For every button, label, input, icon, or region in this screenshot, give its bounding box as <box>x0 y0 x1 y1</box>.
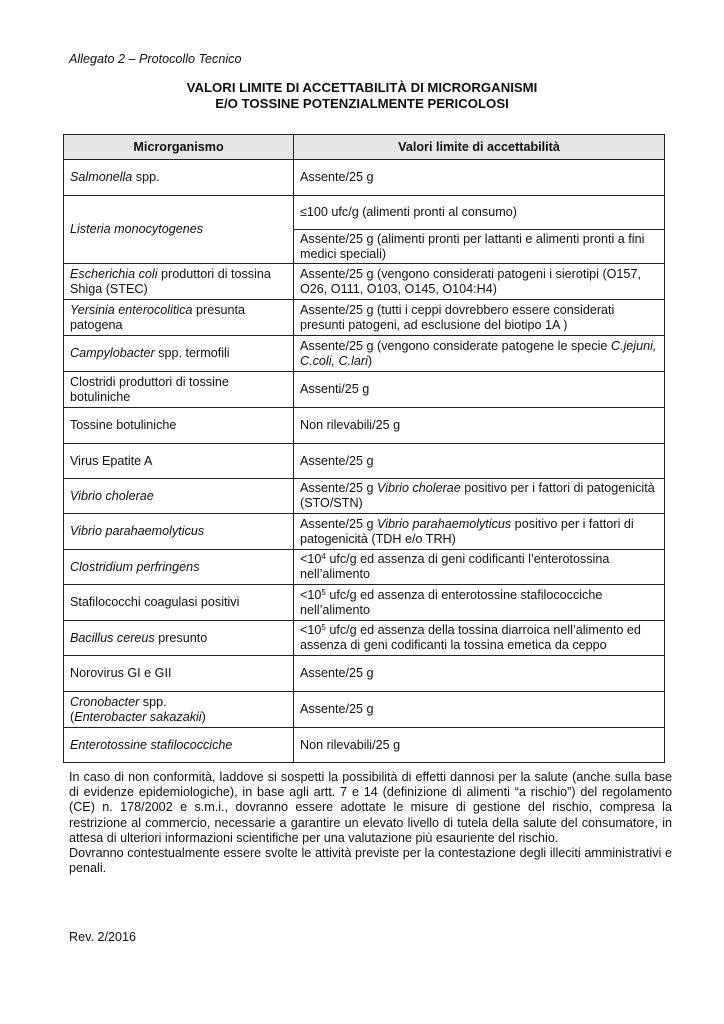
table-row <box>64 621 665 656</box>
microrganism-italic: Vibrio parahaemolyticus <box>70 524 205 538</box>
microrganism-text: spp. <box>132 170 160 184</box>
microrganism-cell <box>64 692 294 728</box>
microrganism-italic: Salmonella <box>70 170 133 184</box>
limit-text: Assente/25 g <box>300 516 378 531</box>
microrganism-text: presunto <box>154 630 208 645</box>
table-row <box>64 514 665 550</box>
limit-text: Assente/25 g <box>300 481 378 495</box>
microrganism-paren-close: ) <box>201 709 206 724</box>
paragraph-contestation: Dovranno contestualmente essere svolte le attività previste per la contestazione degli illeciti amministrativi e penali. <box>69 846 672 876</box>
table-row <box>64 692 665 728</box>
limit-cell: Assenti/25 g <box>294 372 665 408</box>
limit-cell: Assente/25 g (vengono considerati patogeni i sierotipi (O157, O26, O111, O103, O145, O104:H4) <box>294 264 665 300</box>
microrganism-paren-open: ( <box>70 709 75 724</box>
limit-cell: Assente/25 g <box>294 692 665 728</box>
microrganism-cell <box>64 196 294 264</box>
limit-cell: Assente/25 g <box>294 160 665 196</box>
limit-cell <box>294 479 665 514</box>
table-row <box>64 160 665 196</box>
limit-cell: Non rilevabili/25 g <box>294 408 665 444</box>
limit-cell <box>294 550 665 585</box>
table-row <box>64 656 665 692</box>
limit-text-end: ) <box>367 353 373 368</box>
microrganism-cell <box>64 514 294 550</box>
revision-label: Rev. 2/2016 <box>69 930 136 944</box>
microrganism-cell: Norovirus GI e GII <box>64 656 294 692</box>
microrganism-synonym: Enterobacter sakazakii <box>74 709 202 724</box>
table-row <box>64 264 665 300</box>
microrganism-cell <box>64 264 294 300</box>
microrganism-cell: Clostridi produttori di tossine botuliniche <box>64 372 294 408</box>
limit-text: Assente/25 g (vengono considerate patogene le specie <box>300 338 611 353</box>
limit-text-end: ufc/g ed assenza della tossina diarroica nell’alimento ed assenza di geni codificanti la tossina emetica da ceppo <box>300 623 641 652</box>
limit-cell: Assente/25 g <box>294 656 665 692</box>
limit-cell <box>294 336 665 372</box>
microrganism-text: spp. <box>139 694 167 709</box>
limit-cell <box>294 514 665 550</box>
microrganism-text: produttori di tossina Shiga (STEC) <box>70 266 271 296</box>
table-row <box>64 300 665 336</box>
microrganism-italic: Cronobacter <box>70 694 140 709</box>
table-row <box>64 479 665 514</box>
limit-exponent: 4 <box>321 552 326 561</box>
microrganism-cell <box>64 300 294 336</box>
limit-cell: Non rilevabili/25 g <box>294 728 665 763</box>
table-row <box>64 585 665 621</box>
limit-cell: Assente/25 g <box>294 444 665 479</box>
microrganism-cell <box>64 479 294 514</box>
microrganism-text: spp. termofili <box>154 346 230 360</box>
table-header-row <box>64 135 665 160</box>
microrganism-cell <box>64 621 294 656</box>
microrganism-italic: Escherichia coli <box>70 266 158 281</box>
limit-italic: C.jejuni, C.coli, C.lari <box>300 338 657 368</box>
microrganism-italic: Clostridium perfringens <box>70 559 200 574</box>
paragraph-nonconformity: In caso di non conformità, laddove si sospetti la possibilità di effetti dannosi per la salute (anche sulla base di evidenze epidemiologiche), in base agli artt. 7 e 14 (definizione di alimenti “a rischio”) del regolamento (CE) n. 178/2002 e s.m.i., dovranno essere adottate le misure di gestione del rischio, compresa la restrizione al commercio, necessarie a garantire un elevato livello di tutela della salute del consumatore, in attesa di ulteriori informazioni scientifiche per una valutazione più esauriente del rischio. <box>69 770 672 845</box>
limit-text-end: positivo per i fattori di patogenicità (STO/STN) <box>300 481 655 510</box>
limit-text: <10 <box>300 552 322 566</box>
microrganism-cell: Stafilococchi coagulasi positivi <box>64 585 294 621</box>
microrganism-cell <box>64 160 294 196</box>
microrganism-cell: Tossine botuliniche <box>64 408 294 444</box>
table-row <box>64 444 665 479</box>
limit-cell: Assente/25 g (alimenti pronti per lattanti e alimenti pronti a fini medici speciali) <box>294 230 665 264</box>
limit-text-end: ufc/g ed assenza di enterotossine stafilococciche nell’alimento <box>300 587 603 617</box>
limit-italic: Vibrio parahaemolyticus <box>377 516 512 531</box>
table-row <box>64 728 665 763</box>
limit-text-end: positivo per i fattori di patogenicità (TDH e/o TRH) <box>300 516 634 546</box>
header-microrganismo: Microrganismo <box>64 135 294 160</box>
limits-table <box>63 134 665 763</box>
table-row <box>64 196 665 230</box>
microrganism-italic: Yersinia enterocolitica <box>70 302 193 317</box>
table-row <box>64 336 665 372</box>
microrganism-italic: Enterotossine stafilococciche <box>70 737 233 752</box>
microrganism-text: presunta patogena <box>70 302 246 332</box>
table-row <box>64 550 665 585</box>
title-line-2: E/O TOSSINE POTENZIALMENTE PERICOLOSI <box>215 96 509 111</box>
limit-cell: ≤100 ufc/g (alimenti pronti al consumo) <box>294 196 665 230</box>
limit-text: <10 <box>300 587 322 602</box>
title-line-1: VALORI LIMITE DI ACCETTABILITÀ DI MICRORGANISMI <box>186 80 538 95</box>
annex-label: Allegato 2 – Protocollo Tecnico <box>69 52 242 66</box>
limit-cell <box>294 621 665 656</box>
notes-section <box>69 770 672 876</box>
document-title <box>62 80 662 112</box>
microrganism-italic: Campylobacter <box>70 346 155 360</box>
microrganism-cell <box>64 336 294 372</box>
limit-text: <10 <box>300 623 322 637</box>
microrganism-italic: Bacillus cereus <box>70 630 155 645</box>
microrganism-cell <box>64 728 294 763</box>
table-row <box>64 408 665 444</box>
limit-italic: Vibrio cholerae <box>377 481 461 495</box>
limit-exponent: 5 <box>321 587 326 597</box>
limit-cell <box>294 585 665 621</box>
microrganism-cell: Virus Epatite A <box>64 444 294 479</box>
microrganism-cell <box>64 550 294 585</box>
microrganism-italic: Listeria monocytogenes <box>70 222 204 236</box>
limit-exponent: 5 <box>321 623 326 632</box>
header-valori-limite: Valori limite di accettabilità <box>294 135 665 160</box>
microrganism-italic: Vibrio cholerae <box>70 488 154 503</box>
limit-cell: Assente/25 g (tutti i ceppi dovrebbero essere considerati presunti patogeni, ad esclusione del biotipo 1A ) <box>294 300 665 336</box>
limit-text-end: ufc/g ed assenza di geni codificanti l’enterotossina nell’alimento <box>300 552 610 581</box>
table-row <box>64 372 665 408</box>
